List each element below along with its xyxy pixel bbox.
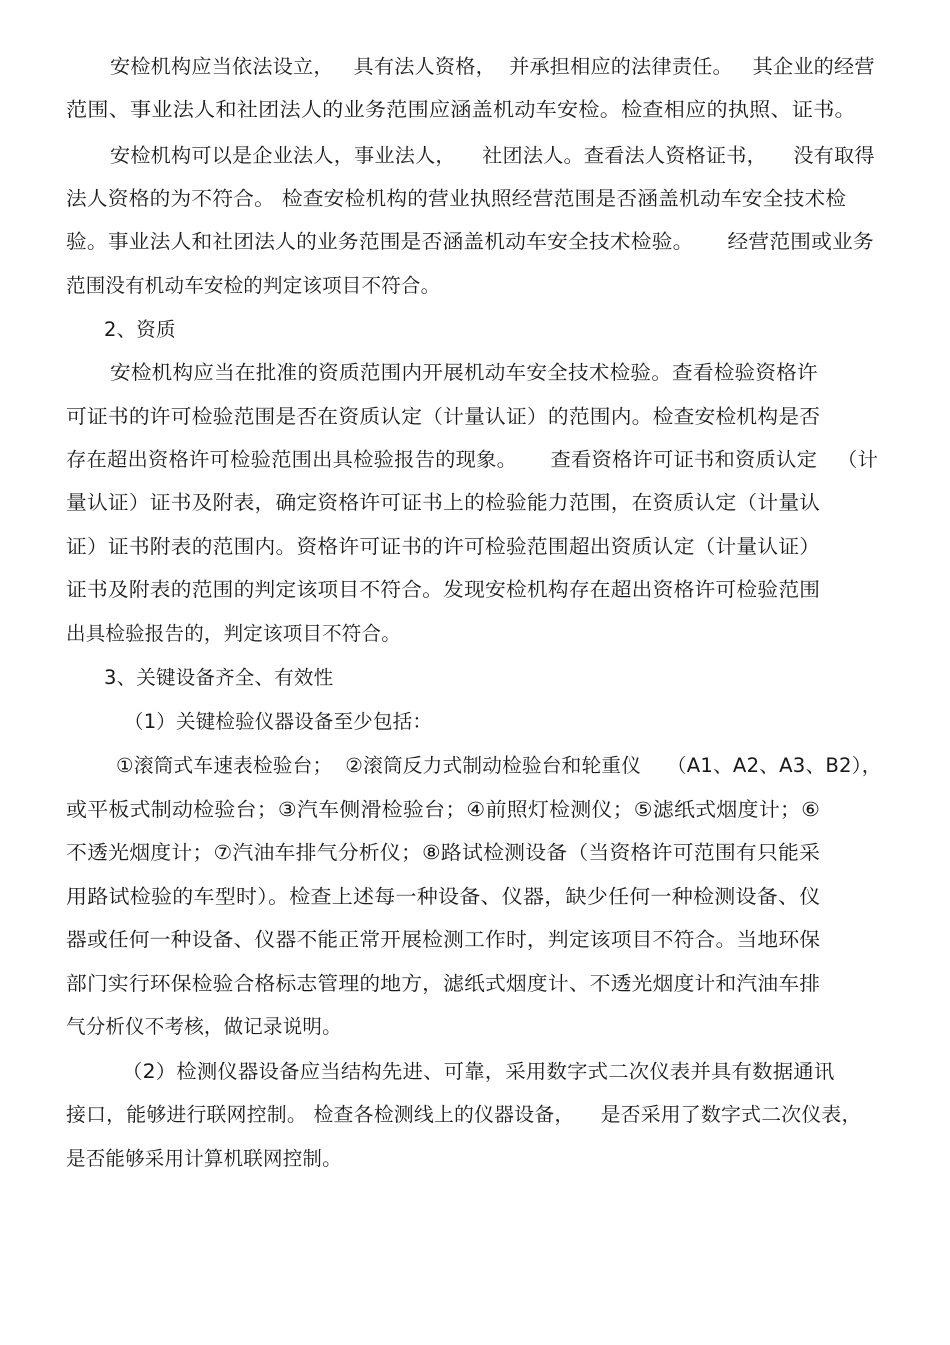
section-heading: 2、资质 (104, 318, 176, 341)
section-heading: 3、关键设备齐全、有效性 (104, 666, 334, 689)
text-line: 证书及附表的范围的判定该项目不符合。发现安检机构存在超出资格许可检验范围 (66, 578, 821, 601)
text-line: 安检机构可以是企业法人，事业法人， 社团法人。查看法人资格证书， 没有取得 (110, 144, 875, 167)
text-line: 安检机构应当在批准的资质范围内开展机动车安全技术检验。查看检验资格许 (110, 361, 818, 384)
text-line: 验。事业法人和社团法人的业务范围是否涵盖机动车安全技术检验。 经营范围或业务 (66, 230, 874, 253)
text-line: 安检机构应当依法设立， 具有法人资格， 并承担相应的法律责任。 其企业的经营 (110, 55, 875, 78)
text-line: 接口，能够进行联网控制。 检查各检测线上的仪器设备， 是否采用了数字式二次仪表， (66, 1103, 862, 1126)
text-line: 范围没有机动车安检的判定该项目不符合。 (66, 274, 441, 297)
text-line: 法人资格的为不符合。 检查安检机构的营业执照经营范围是否涵盖机动车安全技术检 (66, 187, 847, 210)
text-line: 量认证）证书及附表，确定资格许可证书上的检验能力范围，在资质认定（计量认 (66, 491, 821, 514)
text-line: 不透光烟度计；⑦汽油车排气分析仪；⑧路试检测设备（当资格许可范围有只能采 (66, 841, 821, 864)
text-line: 出具检验报告的，判定该项目不符合。 (66, 622, 401, 645)
text-line: 是否能够采用计算机联网控制。 (66, 1147, 342, 1170)
text-line: 可证书的许可检验范围是否在资质认定（计量认证）的范围内。检查安检机构是否 (66, 405, 821, 428)
text-line: 或平板式制动检验台；③汽车侧滑检验台；④前照灯检测仪；⑤滤纸式烟度计；⑥ (66, 798, 821, 821)
text-line: 证）证书附表的范围内。资格许可证书的许可检验范围超出资质认定（计量认证） (66, 535, 821, 558)
text-line: 用路试检验的车型时）。检查上述每一种设备、仪器，缺少任何一种检测设备、仪 (66, 885, 821, 908)
text-line: 范围、事业法人和社团法人的业务范围应涵盖机动车安检。检查相应的执照、证书。 (66, 98, 856, 121)
text-line: 存在超出资格许可检验范围出具检验报告的现象。 查看资格许可证书和资质认定 （计 (66, 448, 879, 471)
text-line: （2）检测仪器设备应当结构先进、可靠，采用数字式二次仪表并具有数据通讯 (122, 1060, 835, 1083)
text-line: 气分析仪不考核，做记录说明。 (66, 1015, 342, 1038)
text-line: ①滚筒式车速表检验台； ②滚筒反力式制动检验台和轮重仪 （A1、A2、A3、B2）， (116, 754, 882, 777)
text-line: 器或任何一种设备、仪器不能正常开展检测工作时，判定该项目不符合。当地环保 (66, 928, 821, 951)
subsection-heading: （1）关键检验仪器设备至少包括： (124, 710, 433, 733)
text-line: 部门实行环保检验合格标志管理的地方，滤纸式烟度计、不透光烟度计和汽油车排 (66, 972, 821, 995)
